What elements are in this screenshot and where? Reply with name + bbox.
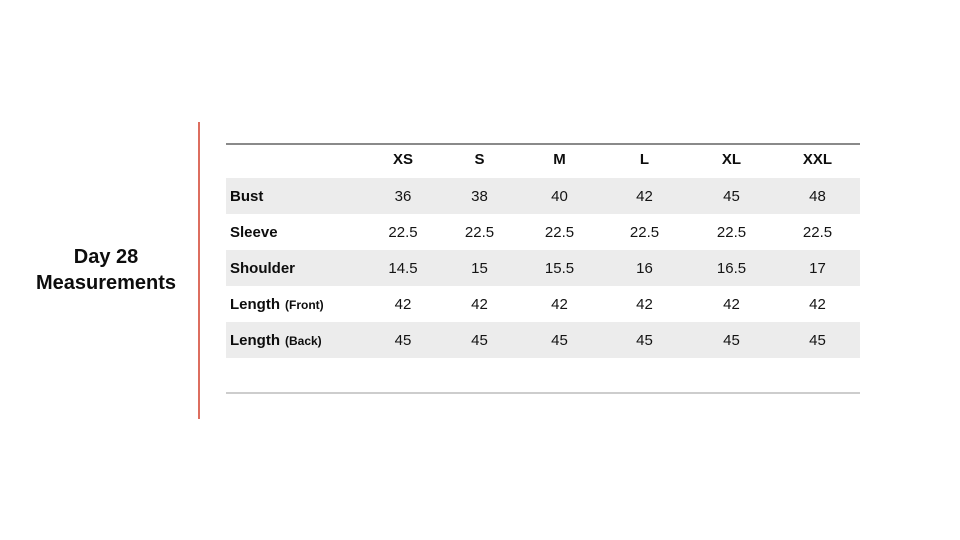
row-label-cell (226, 214, 365, 250)
spacer-cell (226, 358, 860, 393)
slide-title (0, 244, 212, 296)
header-cell-xs: XS (365, 144, 441, 176)
row-label-suffix: (Front) (285, 297, 324, 312)
value-cell: 16 (601, 250, 688, 286)
value-cell: 17 (775, 250, 860, 286)
value-cell: 45 (441, 322, 518, 358)
row-shoulder (226, 250, 860, 286)
header-cell-l: L (601, 144, 688, 176)
value-cell: 22.5 (629, 223, 660, 241)
row-label-cell (226, 250, 365, 286)
header-cell-m: M (518, 144, 601, 176)
row-label-cell (226, 286, 365, 322)
row-label-cell (226, 176, 365, 214)
value-cell: 42 (809, 295, 826, 313)
row-label: Bust (230, 187, 264, 205)
value-cell: 42 (601, 176, 688, 214)
row-label: Length (230, 295, 280, 313)
corner-cell (226, 144, 365, 176)
value-cell: 15 (441, 250, 518, 286)
value-cell: 45 (601, 322, 688, 358)
title-line-1: Day 28 (73, 246, 139, 268)
value-cell: 42 (394, 295, 412, 313)
value-cell: 45 (688, 322, 775, 358)
row-label-cell (226, 322, 365, 358)
header-cell-xl: XL (688, 144, 775, 176)
row-length-back (226, 322, 860, 358)
value-cell: 16.5 (688, 250, 775, 286)
row-length-front (226, 286, 860, 322)
value-cell: 42 (723, 295, 740, 313)
value-cell: 42 (551, 295, 568, 313)
value-cell: 38 (441, 176, 518, 214)
row-label: Length (230, 331, 280, 349)
value-cell: 22.5 (544, 223, 575, 241)
value-cell: 45 (775, 322, 860, 358)
value-cell: 36 (365, 176, 441, 214)
value-cell: 22.5 (388, 223, 418, 241)
value-cell: 40 (518, 176, 601, 214)
row-label-suffix: (Back) (285, 333, 322, 348)
value-cell: 22.5 (802, 223, 833, 241)
header-cell-s: S (441, 144, 518, 176)
value-cell: 42 (471, 295, 488, 313)
row-label: Sleeve (230, 223, 278, 241)
row-label: Shoulder (230, 259, 296, 277)
accent-divider-line (198, 122, 200, 419)
value-cell: 45 (518, 322, 601, 358)
value-cell: 22.5 (464, 223, 495, 241)
value-cell: 15.5 (518, 250, 601, 286)
value-cell: 45 (688, 176, 775, 214)
size-header-row (226, 144, 860, 176)
title-line-2: Measurements (35, 272, 177, 294)
spacer-row (226, 358, 860, 393)
row-bust (226, 176, 860, 214)
value-cell: 48 (775, 176, 860, 214)
value-cell: 22.5 (716, 223, 747, 241)
value-cell: 14.5 (365, 250, 441, 286)
row-sleeve (226, 214, 860, 250)
header-cell-xxl: XXL (775, 144, 860, 176)
value-cell: 45 (365, 322, 441, 358)
measurements-table (226, 143, 860, 394)
value-cell: 42 (636, 295, 653, 313)
